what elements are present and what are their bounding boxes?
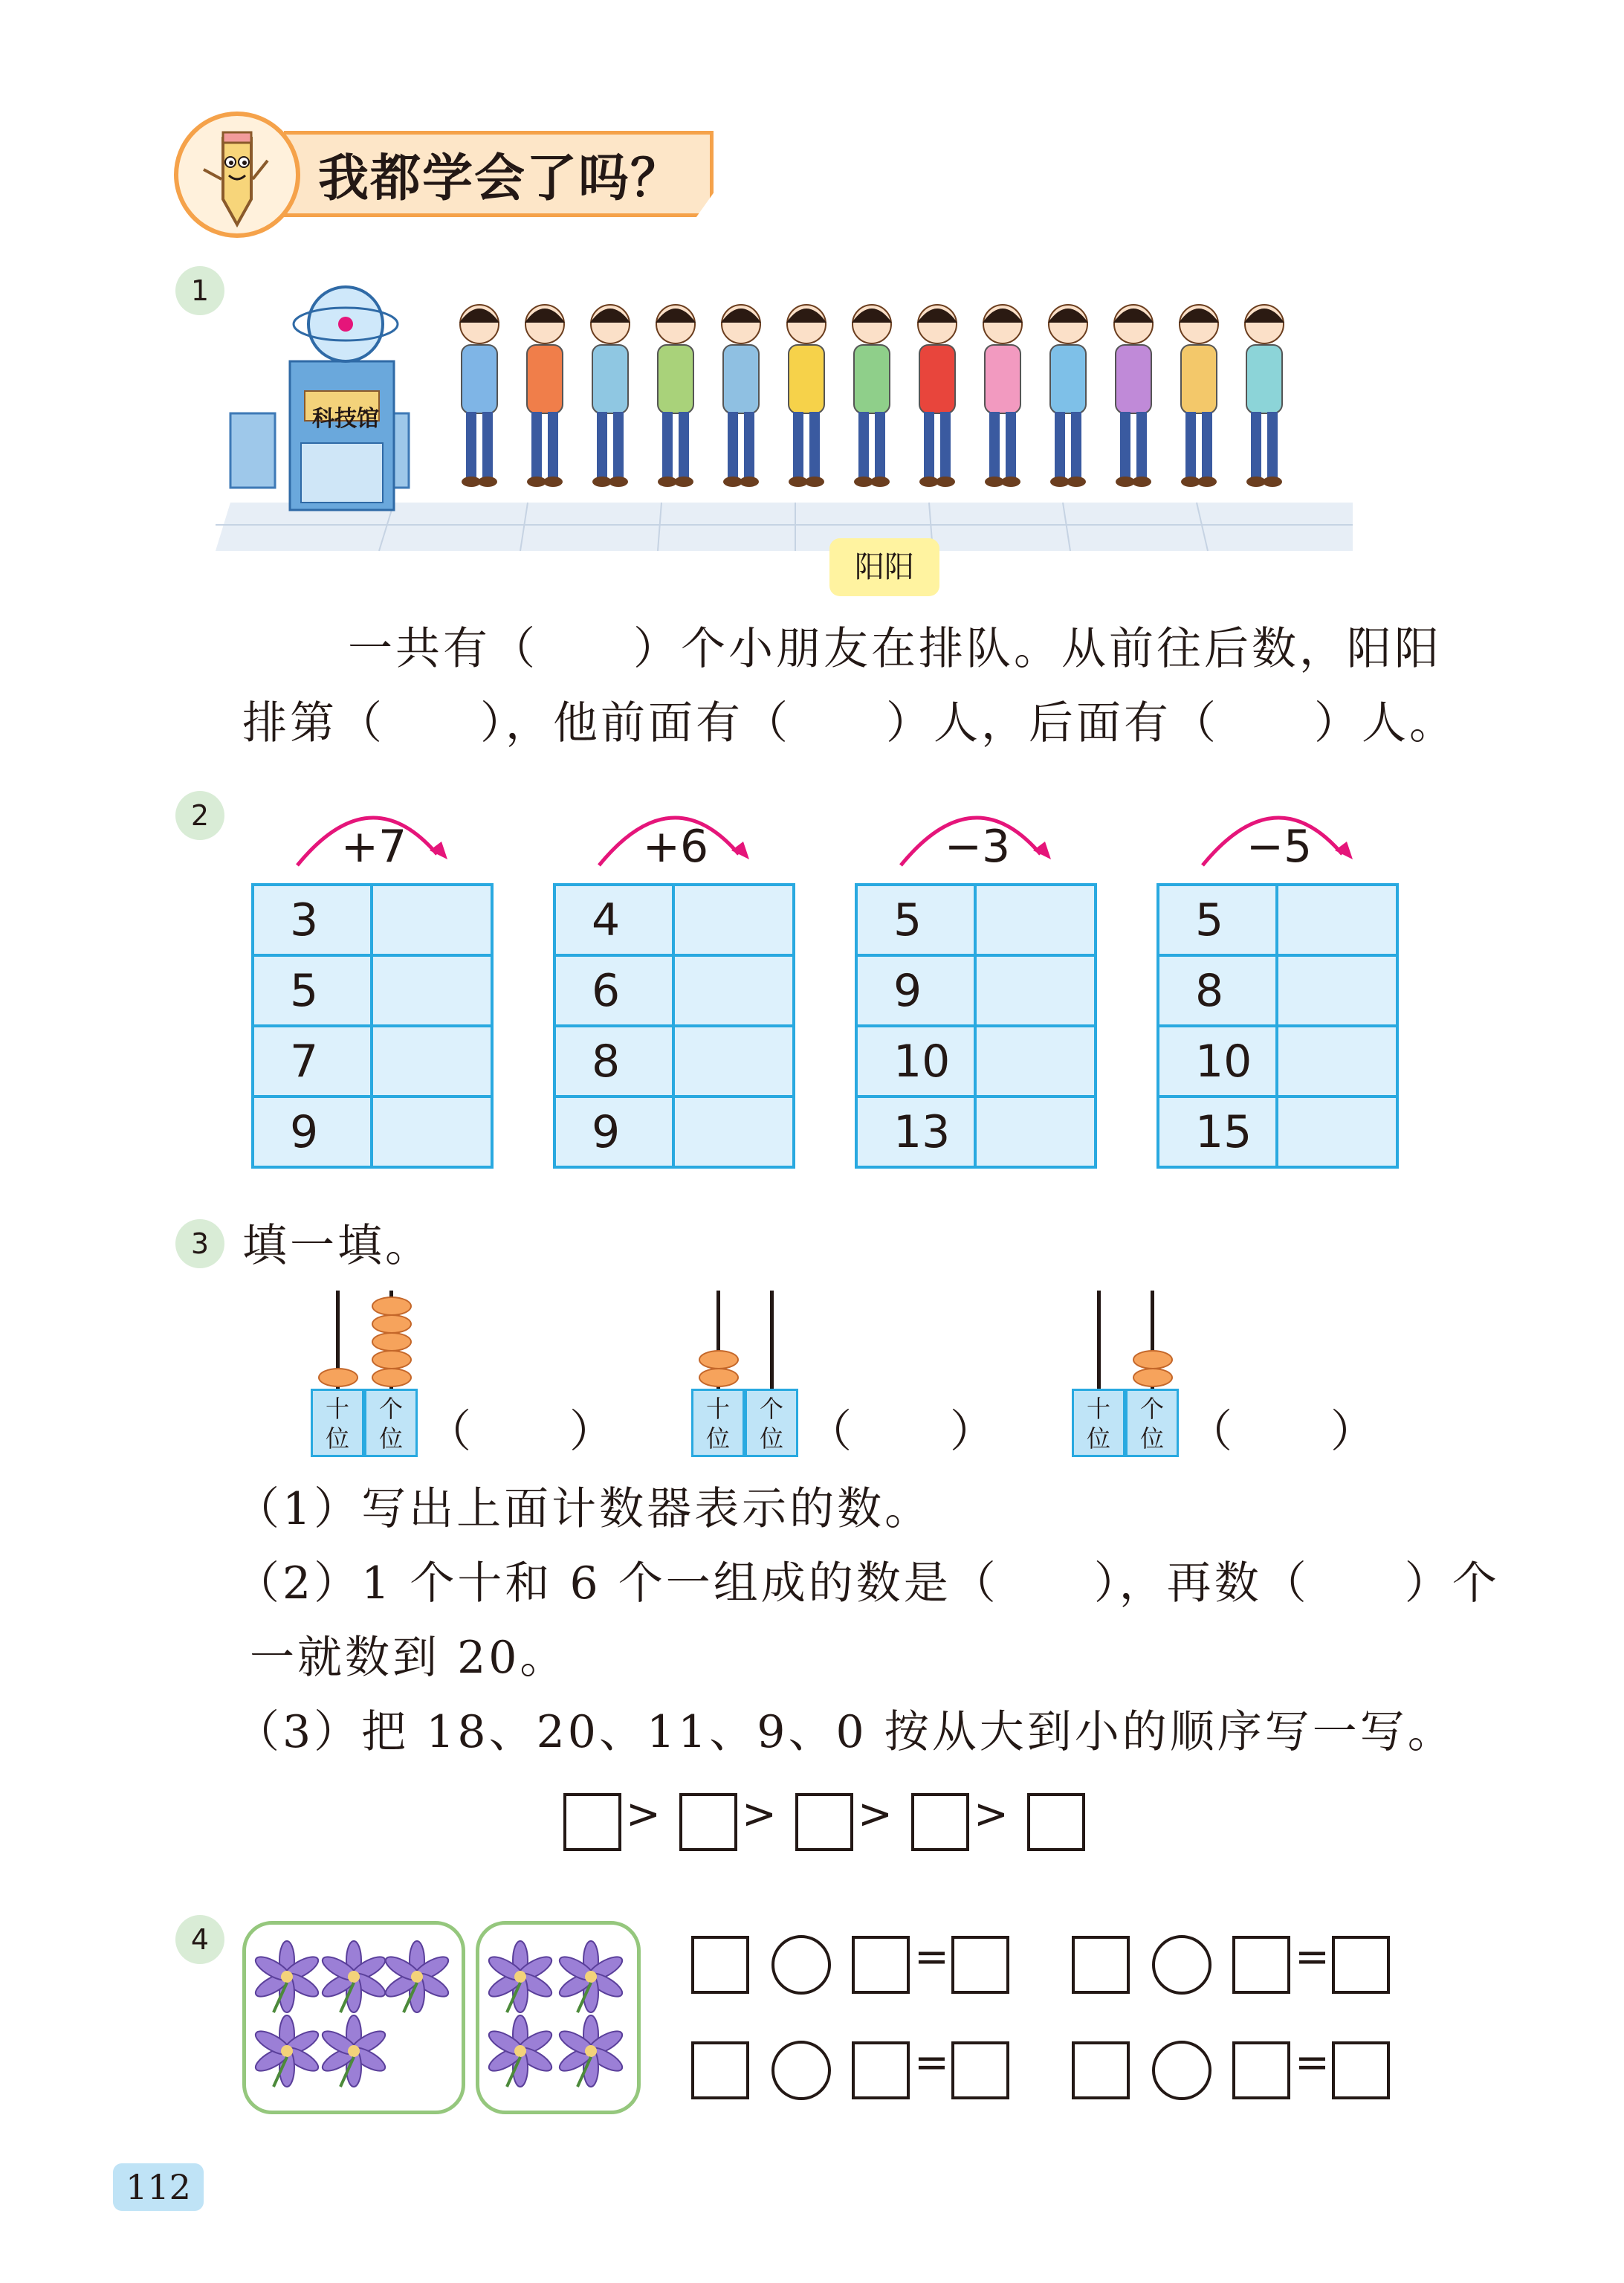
table-row bbox=[554, 885, 794, 955]
answer-cell[interactable] bbox=[372, 1097, 492, 1167]
table-row bbox=[554, 955, 794, 1026]
tens-place-label bbox=[1072, 1389, 1125, 1457]
operation-label: +7 bbox=[340, 821, 407, 873]
input-number-cell: 9 bbox=[253, 1097, 372, 1167]
q3-instruction: 填一填。 bbox=[242, 1220, 433, 1272]
ones-char: 个 bbox=[759, 1395, 783, 1423]
operation-table bbox=[855, 883, 1097, 1169]
tens-place-label bbox=[311, 1389, 364, 1457]
table-row bbox=[1158, 955, 1397, 1026]
science-museum-building bbox=[230, 287, 409, 510]
page-number: 112 bbox=[113, 2163, 204, 2211]
equals-sign: = bbox=[1295, 1933, 1330, 1981]
ones-rod bbox=[770, 1291, 774, 1389]
section-title: 我都学会了吗？ bbox=[318, 149, 683, 208]
child-figure bbox=[1244, 305, 1284, 487]
operator-circle[interactable] bbox=[1152, 2041, 1211, 2100]
abacus-bead bbox=[372, 1297, 412, 1316]
lily-flower-icon bbox=[319, 1941, 388, 2012]
q1-line2: 排第（ ），他前面有（ ）人，后面有（ ）人。 bbox=[242, 697, 1457, 749]
tens-place-label bbox=[691, 1389, 745, 1457]
answer-box[interactable] bbox=[1332, 2041, 1390, 2099]
operation-table bbox=[251, 883, 494, 1169]
ones-place-label bbox=[745, 1389, 798, 1457]
lily-flower-icon bbox=[252, 1941, 321, 2012]
question-number-4: 4 bbox=[175, 1915, 224, 1964]
operation-table bbox=[553, 883, 795, 1169]
answer-cell[interactable] bbox=[975, 1026, 1096, 1097]
abacus-bead bbox=[372, 1368, 412, 1387]
q3-sub3: （3）把 18、20、11、9、0 按从大到小的顺序写一写。 bbox=[235, 1706, 1455, 1758]
equals-sign: = bbox=[914, 2038, 949, 2087]
flower-group-a bbox=[242, 1921, 465, 2114]
input-number-cell: 6 bbox=[554, 955, 673, 1026]
lily-flower-icon bbox=[252, 2015, 321, 2087]
answer-blank[interactable]: （ ） bbox=[427, 1406, 617, 1458]
input-number-cell: 5 bbox=[1158, 885, 1277, 955]
child-figure bbox=[1179, 305, 1219, 487]
answer-box[interactable] bbox=[951, 2041, 1009, 2099]
table-row bbox=[856, 1026, 1096, 1097]
table-row bbox=[253, 1097, 492, 1167]
child-figure bbox=[590, 305, 630, 487]
table-row bbox=[554, 1097, 794, 1167]
answer-cell[interactable] bbox=[1277, 1026, 1397, 1097]
input-number-cell: 15 bbox=[1158, 1097, 1277, 1167]
table-row bbox=[856, 955, 1096, 1026]
answer-cell[interactable] bbox=[372, 885, 492, 955]
answer-cell[interactable] bbox=[372, 1026, 492, 1097]
table-row bbox=[856, 1097, 1096, 1167]
answer-blank[interactable]: （ ） bbox=[807, 1406, 997, 1458]
answer-box[interactable] bbox=[951, 1936, 1009, 1994]
wei-char: 位 bbox=[1086, 1424, 1110, 1453]
tens-rod bbox=[1097, 1291, 1101, 1389]
answer-box[interactable] bbox=[795, 1793, 853, 1851]
table-row bbox=[253, 955, 492, 1026]
answer-box[interactable] bbox=[1232, 2041, 1290, 2099]
child-figure bbox=[983, 305, 1023, 487]
question-number-1: 1 bbox=[175, 266, 224, 315]
greater-than-sign: > bbox=[626, 1790, 661, 1838]
equals-sign: = bbox=[1295, 2038, 1330, 2087]
answer-cell[interactable] bbox=[975, 955, 1096, 1026]
table-row bbox=[1158, 1026, 1397, 1097]
ones-char: 个 bbox=[378, 1395, 403, 1423]
answer-box[interactable] bbox=[1232, 1936, 1290, 1994]
equals-sign: = bbox=[914, 1933, 949, 1981]
greater-than-sign: > bbox=[858, 1790, 893, 1838]
q1-line1: 一共有（ ）个小朋友在排队。从前往后数，阳阳 bbox=[348, 623, 1442, 675]
answer-box[interactable] bbox=[691, 1936, 749, 1994]
input-number-cell: 10 bbox=[856, 1026, 975, 1097]
answer-box[interactable] bbox=[911, 1793, 969, 1851]
input-number-cell: 7 bbox=[253, 1026, 372, 1097]
abacus-bead bbox=[318, 1368, 358, 1387]
operator-circle[interactable] bbox=[1152, 1935, 1211, 1995]
table-row bbox=[253, 885, 492, 955]
answer-box[interactable] bbox=[1027, 1793, 1085, 1851]
abacus-bead bbox=[372, 1332, 412, 1352]
q3-sub2-line2: 一就数到 20。 bbox=[250, 1632, 568, 1684]
wei-char: 位 bbox=[1139, 1424, 1164, 1453]
answer-box[interactable] bbox=[679, 1793, 737, 1851]
answer-box[interactable] bbox=[691, 2041, 749, 2099]
ones-char: 个 bbox=[1139, 1395, 1164, 1423]
answer-cell[interactable] bbox=[673, 1097, 794, 1167]
abacus-bead bbox=[1133, 1350, 1173, 1369]
greater-than-sign: > bbox=[974, 1790, 1009, 1838]
input-number-cell: 10 bbox=[1158, 1026, 1277, 1097]
flower-group-b bbox=[476, 1921, 641, 2114]
question-number-2: 2 bbox=[175, 791, 224, 840]
wei-char: 位 bbox=[325, 1424, 349, 1453]
table-row bbox=[856, 885, 1096, 955]
input-number-cell: 8 bbox=[554, 1026, 673, 1097]
abacus-bead bbox=[372, 1314, 412, 1334]
answer-box[interactable] bbox=[563, 1793, 621, 1851]
child-figure bbox=[1048, 305, 1088, 487]
wei-char: 位 bbox=[378, 1424, 403, 1453]
lily-flower-icon bbox=[556, 1941, 625, 2012]
input-number-cell: 13 bbox=[856, 1097, 975, 1167]
answer-cell[interactable] bbox=[673, 885, 794, 955]
ones-place-label bbox=[1125, 1389, 1179, 1457]
abacus-bead bbox=[1133, 1368, 1173, 1387]
input-number-cell: 9 bbox=[856, 955, 975, 1026]
lily-flower-icon bbox=[382, 1941, 451, 2012]
abacus-bead bbox=[699, 1368, 739, 1387]
table-row bbox=[253, 1026, 492, 1097]
child-figure bbox=[525, 305, 565, 487]
question-number-3: 3 bbox=[175, 1219, 224, 1268]
operator-circle[interactable] bbox=[771, 2041, 831, 2100]
child-figure bbox=[917, 305, 957, 487]
answer-box[interactable] bbox=[1072, 2041, 1130, 2099]
wei-char: 位 bbox=[759, 1424, 783, 1453]
input-number-cell: 8 bbox=[1158, 955, 1277, 1026]
child-figure bbox=[721, 305, 761, 487]
lily-flower-icon bbox=[319, 2015, 388, 2087]
input-number-cell: 5 bbox=[253, 955, 372, 1026]
lily-flower-icon bbox=[485, 1941, 554, 2012]
lily-flower-icon bbox=[556, 2015, 625, 2087]
queue-illustration bbox=[216, 265, 1360, 562]
abacus-bead bbox=[372, 1350, 412, 1369]
ones-place-label bbox=[364, 1389, 418, 1457]
answer-cell[interactable] bbox=[975, 885, 1096, 955]
operation-table bbox=[1156, 883, 1399, 1169]
greater-than-sign: > bbox=[742, 1790, 777, 1838]
answer-cell[interactable] bbox=[372, 955, 492, 1026]
child-figure bbox=[1113, 305, 1154, 487]
answer-cell[interactable] bbox=[975, 1097, 1096, 1167]
input-number-cell: 9 bbox=[554, 1097, 673, 1167]
input-number-cell: 4 bbox=[554, 885, 673, 955]
lily-flower-icon bbox=[485, 2015, 554, 2087]
operator-circle[interactable] bbox=[771, 1935, 831, 1995]
tens-char: 十 bbox=[1086, 1395, 1110, 1423]
q3-sub2-line1: （2）1 个十和 6 个一组成的数是（ ），再数（ ）个 bbox=[235, 1557, 1500, 1609]
table-row bbox=[554, 1026, 794, 1097]
abacus-bead bbox=[699, 1350, 739, 1369]
tens-char: 十 bbox=[705, 1395, 730, 1423]
answer-box[interactable] bbox=[852, 1936, 910, 1994]
child-figure bbox=[656, 305, 696, 487]
operation-label: +6 bbox=[642, 821, 709, 873]
answer-box[interactable] bbox=[852, 2041, 910, 2099]
answer-cell[interactable] bbox=[1277, 955, 1397, 1026]
answer-box[interactable] bbox=[1072, 1936, 1130, 1994]
child-figure bbox=[852, 305, 892, 487]
table-row bbox=[1158, 1097, 1397, 1167]
answer-cell[interactable] bbox=[673, 1026, 794, 1097]
answer-cell[interactable] bbox=[673, 955, 794, 1026]
input-number-cell: 5 bbox=[856, 885, 975, 955]
child-label-yangyang: 阳阳 bbox=[829, 538, 939, 596]
operation-label: −3 bbox=[944, 821, 1011, 873]
child-figure bbox=[786, 305, 826, 487]
child-figure bbox=[459, 305, 499, 487]
answer-cell[interactable] bbox=[1277, 1097, 1397, 1167]
table-row bbox=[1158, 885, 1397, 955]
building-sign: 科技馆 bbox=[312, 406, 379, 432]
pencil-mascot-icon bbox=[174, 112, 300, 238]
answer-blank[interactable]: （ ） bbox=[1188, 1406, 1378, 1458]
wei-char: 位 bbox=[705, 1424, 730, 1453]
tens-char: 十 bbox=[325, 1395, 349, 1423]
answer-box[interactable] bbox=[1332, 1936, 1390, 1994]
q3-sub1: （1）写出上面计数器表示的数。 bbox=[235, 1483, 933, 1535]
operation-label: −5 bbox=[1246, 821, 1313, 873]
input-number-cell: 3 bbox=[253, 885, 372, 955]
answer-cell[interactable] bbox=[1277, 885, 1397, 955]
